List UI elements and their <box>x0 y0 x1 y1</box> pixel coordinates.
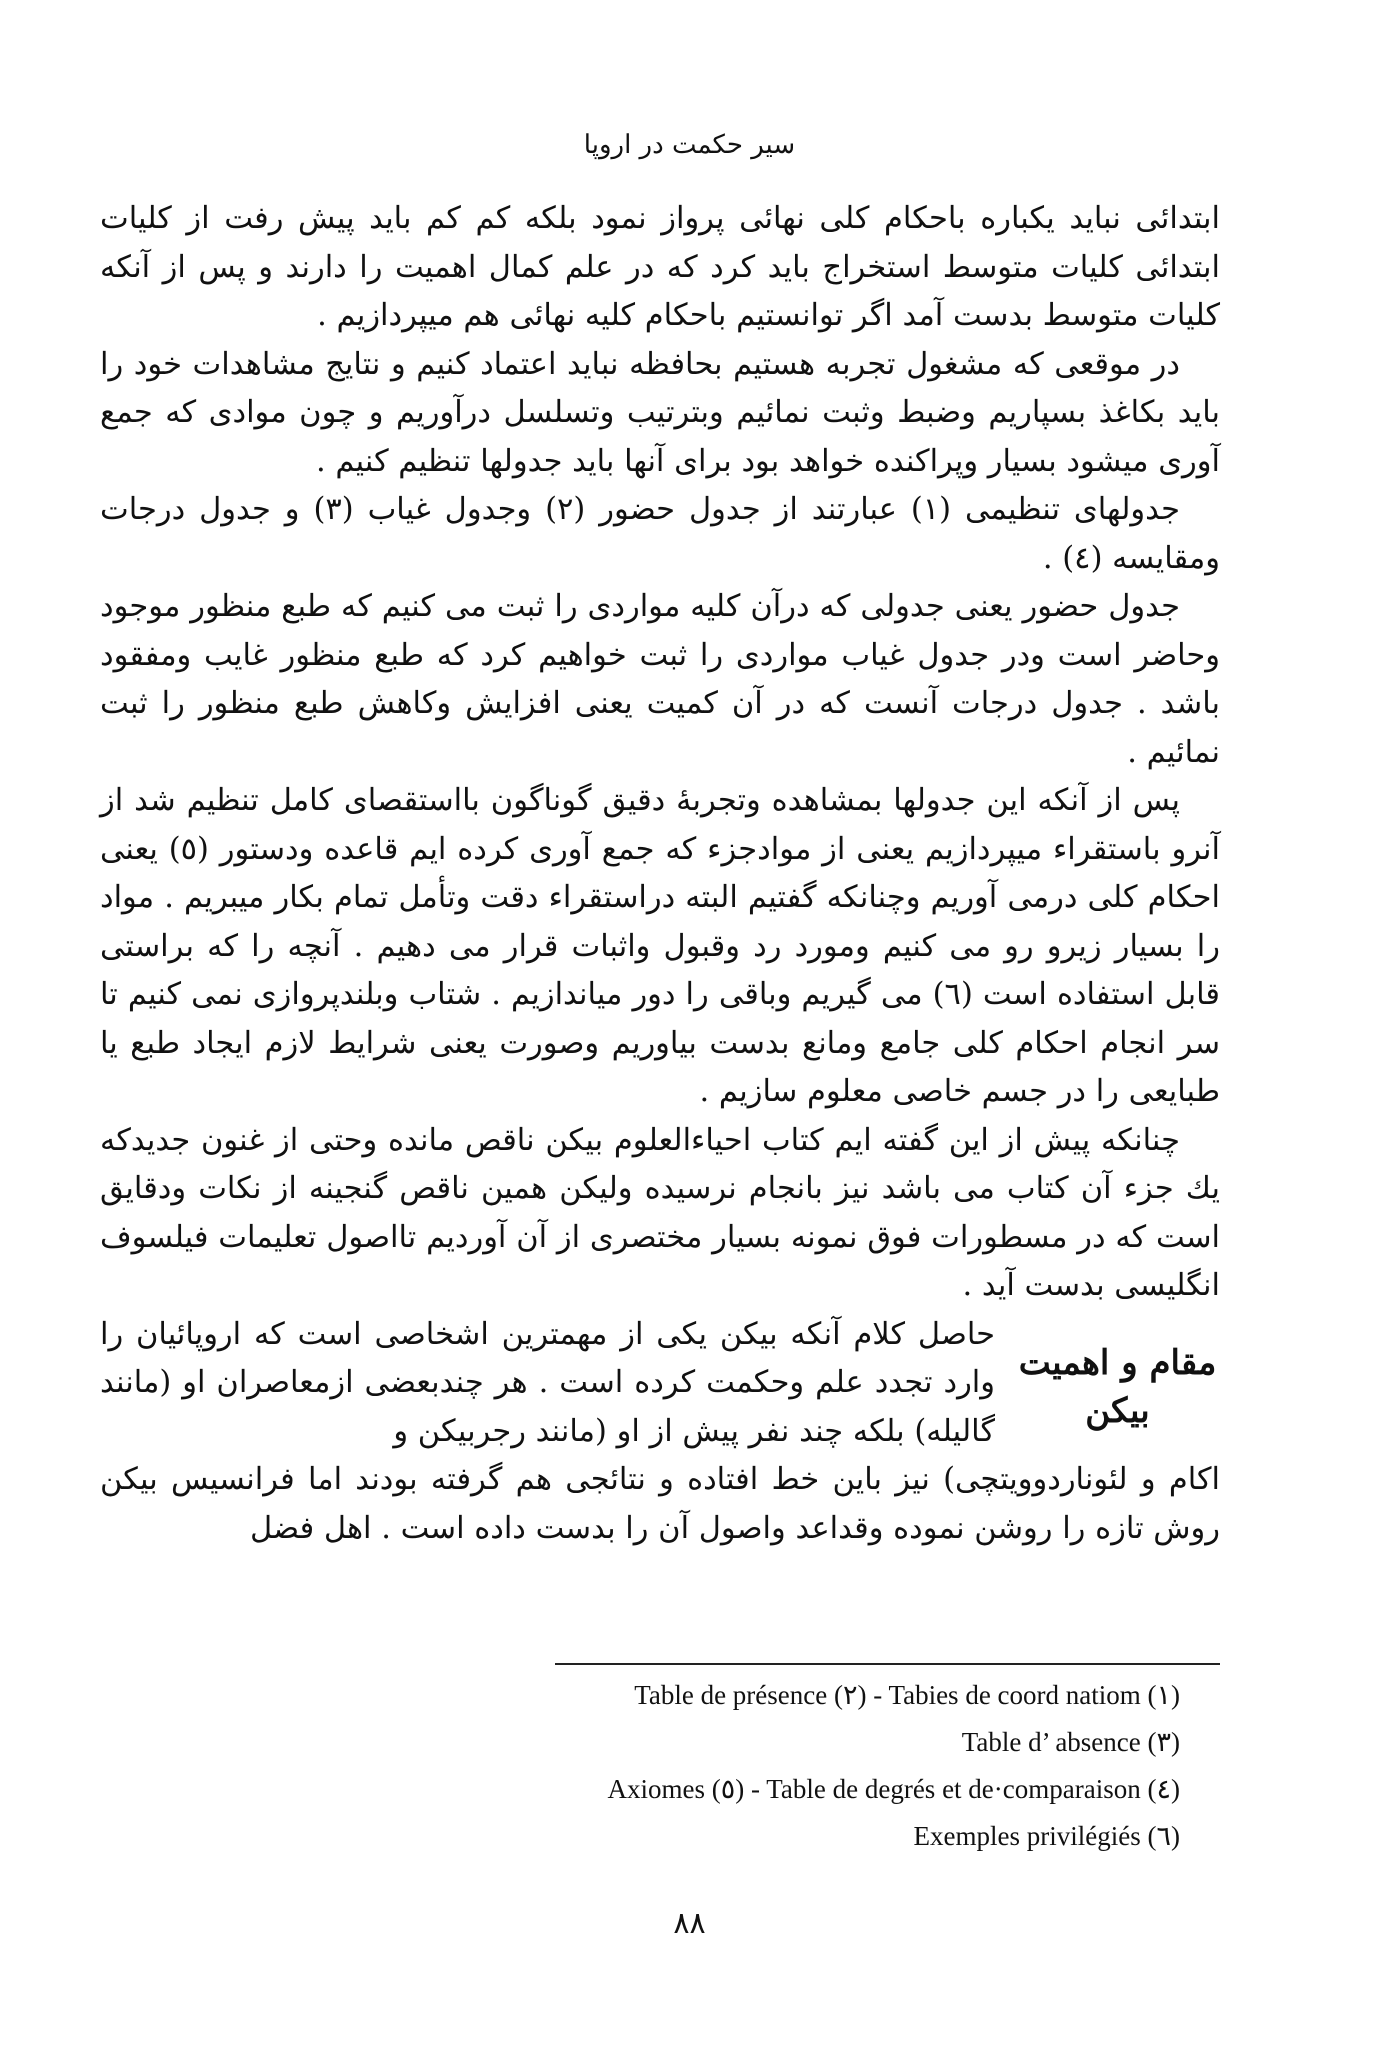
paragraph-1: ابتدائی نباید یکباره باحکام کلی نهائی پرواز نمود بلکه کم کم باید پیش رفت از کلیات ابتدائی کلیات متوسط استخراج باید کرد که در علم کمال اهمیت را دارند و پس از آنکه کلیات متوسط بدست آمد اگر توانستیم باحکام کلیه نهائی هم میپردازیم . <box>100 201 1220 333</box>
paragraph-5: پس از آنکه این جدولها بمشاهده وتجربهٔ دقیق گوناگون بااستقصای کامل تنظیم شد از آنرو باستقراء میپردازیم یعنی از موادجزء که جمع آوری کرده ایم قاعده ودستور (٥) یعنی احکام کلی درمی آوریم وچنانکه گفتیم البته دراستقراء دقت وتأمل تمام بکار میبریم . مواد را بسیار زیرو رو می کنیم ومورد رد وقبول واثبات قرار می دهیم . آنچه را که براستی قابل استفاده است (٦) می گیریم وباقی را دور میاندازیم . شتاب وبلندپروازی نمی کنیم تا سر انجام احکام کلی جامع ومانع بدست بیاوریم وصورت یعنی شرایط لازم ایجاد طبع یا طبایعی را در جسم خاصی معلوم سازیم . <box>100 783 1220 1109</box>
side-paragraph: حاصل کلام آنکه بیکن یکی از مهمترین اشخاصی است که اروپائیان را وارد تجدد علم وحکمت کرده است . هر چندبعضی ازمعاصران او (مانند گالیله) بلکه چند نفر پیش از او (مانند رجربیکن و <box>100 1316 995 1449</box>
footnotes <box>300 1672 1180 1860</box>
side-heading-block <box>100 1311 1220 1457</box>
paragraph-3: جدولهای تنظیمی (۱) عبارتند از جدول حضور (۲) وجدول غیاب (۳) و جدول درجات ومقایسه (٤) . <box>100 492 1220 576</box>
footnote-rule <box>555 1663 1220 1665</box>
footnote-line-2: Table d’ absence (۳) <box>961 1727 1180 1757</box>
main-text-column <box>100 195 1220 1553</box>
paragraph-2: در موقعی که مشغول تجربه هستیم بحافظه نباید اعتماد کنیم و نتایج مشاهدات خود را باید بکاغذ بسپاریم وضبط وثبت نمائیم وبترتیب وتسلسل درآوریم و چون موادی که جمع آوری میشود بسیار وپراکنده خواهد بود برای آنها باید جدولها تنظیم کنیم . <box>100 346 1220 479</box>
side-heading-line-2: بیکن <box>1085 1390 1150 1431</box>
paragraph-continuation: اکام و لئوناردوویتچی) نیز باین خط افتاده و نتائجی هم گرفته بودند اما فرانسیس بیکن روش تازه را روشن نموده وقداعد واصول آن را بدست داده است . اهل فضل <box>100 1462 1220 1546</box>
side-heading <box>1015 1311 1220 1435</box>
footnote-line-3: Axiomes (٥) - Table de degrés et de·comparaison (٤) <box>607 1774 1180 1804</box>
page-number: ۸۸ <box>673 1906 706 1941</box>
paragraph-4: جدول حضور یعنی جدولی که درآن کلیه مواردی را ثبت می کنیم که طبع منظور موجود وحاضر است ودر جدول غیاب مواردی را ثبت خواهیم کرد که طبع منظور غایب ومفقود باشد . جدول درجات آنست که در آن کمیت یعنی افزایش وکاهش طبع منظور را ثبت نمائیم . <box>100 589 1221 770</box>
footnote-line-4: Exemples privilégiés (٦) <box>913 1821 1180 1851</box>
side-heading-line-1: مقام و اهمیت <box>1018 1342 1217 1383</box>
running-head: سیر حکمت در اروپا <box>583 130 796 160</box>
footnote-line-1: Table de présence (۲) - Tabies de coord natiom (۱) <box>634 1680 1180 1710</box>
paragraph-6: چنانکه پیش از این گفته ایم کتاب احیاءالعلوم بیکن ناقص مانده وحتی از غنون جدیدکه یك جزء آن کتاب می باشد نیز بانجام نرسیده ولیکن همین ناقص گنجینه از نکات ودقایق است که در مسطورات فوق نمونه بسیار مختصری از آن آوردیم تااصول تعلیمات فیلسوف انگلیسی بدست آید . <box>100 1122 1220 1303</box>
